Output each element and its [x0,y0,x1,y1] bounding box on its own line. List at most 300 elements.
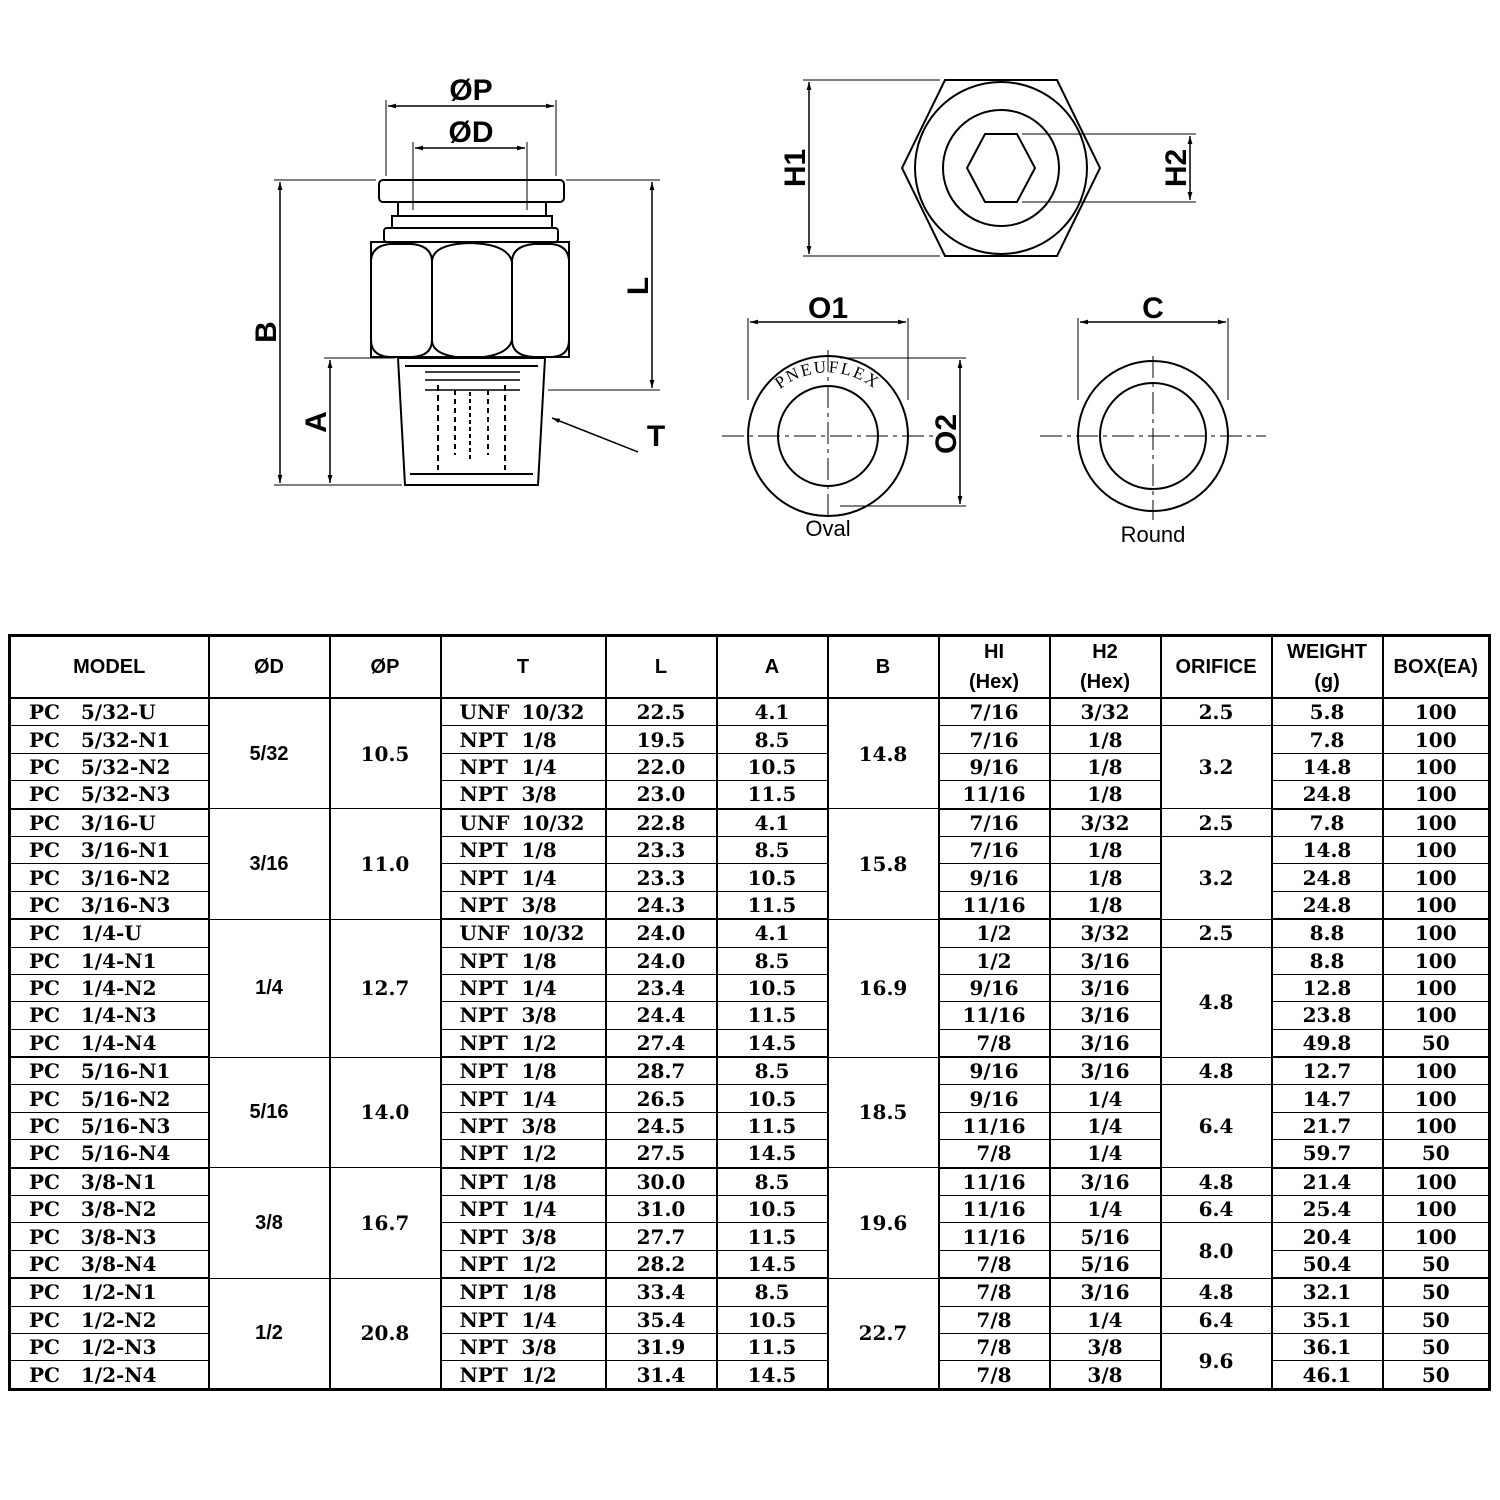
thread-type: NPT [459,727,508,752]
thread-size: 10/32 [521,700,585,725]
weight-value: 35.1 [1302,1307,1352,1332]
cell-weight [1272,1112,1383,1139]
l-value: 23.3 [636,865,686,890]
table-row [10,1168,1490,1196]
cell-weight [1272,809,1383,837]
model-code: 3/16-N3 [80,892,171,917]
weight-value: 12.8 [1302,976,1352,1001]
thread-size: 1/2 [521,1252,557,1276]
header-od: ØD [209,636,330,699]
cell-weight [1272,1140,1383,1168]
cell-l [606,781,717,809]
cell-model [10,1112,209,1139]
table-row [10,1057,1490,1085]
model-prefix: PC [29,1086,60,1111]
cell-b [828,1278,939,1389]
od-value: 3/8 [255,1211,283,1234]
weight-value: 21.7 [1302,1114,1352,1139]
weight-value: 8.8 [1309,948,1345,973]
cell-box [1383,1057,1490,1085]
cell-h1 [939,1333,1050,1360]
cell-weight [1272,1196,1383,1223]
weight-value: 24.8 [1302,865,1352,890]
thread-type: NPT [459,1003,508,1028]
cell-h2 [1050,1029,1161,1057]
od-value: 1/4 [255,977,283,1000]
model-code: 5/16-N2 [80,1086,171,1111]
l-value: 23.0 [636,782,686,807]
label-t: T [646,420,666,453]
thread-type: NPT [459,1252,508,1276]
weight-value: 49.8 [1302,1030,1352,1055]
h2-value: 1/8 [1087,727,1123,752]
cell-a [717,1057,828,1085]
cell-a [717,1196,828,1223]
model-code: 1/4-N3 [80,1003,157,1028]
cell-t [441,1029,606,1057]
box-value: 100 [1414,1059,1457,1084]
cell-model [10,1278,209,1306]
thread-size: 1/8 [521,948,557,973]
cell-a [717,1223,828,1250]
h2-value: 5/16 [1080,1252,1130,1276]
cell-box [1383,836,1490,863]
h1-value: 11/16 [962,1197,1026,1222]
cell-od [209,919,330,1057]
cell-h1 [939,1250,1050,1278]
a-value: 11.5 [747,1224,797,1249]
thread-type: UNF [459,810,510,835]
h1-value: 7/16 [969,727,1019,752]
thread-type: UNF [459,921,510,946]
cell-model [10,1168,209,1196]
box-value: 100 [1414,727,1457,752]
h1-value: 1/2 [976,921,1012,946]
model-code: 5/32-N2 [80,754,171,779]
a-value: 11.5 [747,1335,797,1360]
label-dia-d: ØD [448,116,494,149]
l-value: 35.4 [636,1307,686,1332]
cell-orifice [1161,809,1272,837]
cell-orifice [1161,1196,1272,1223]
header-box: BOX(EA) [1383,636,1490,699]
cell-h1 [939,1223,1050,1250]
cell-box [1383,1140,1490,1168]
h2-value: 1/4 [1087,1197,1123,1222]
od-value: 1/2 [255,1322,283,1345]
cell-h2 [1050,891,1161,919]
h2-value: 3/16 [1080,976,1130,1001]
cell-l [606,1361,717,1389]
cell-box [1383,974,1490,1001]
cell-box [1383,891,1490,919]
thread-size: 1/2 [521,1362,557,1387]
cell-od [209,1168,330,1279]
cell-l [606,1029,717,1057]
model-prefix: PC [29,1280,60,1305]
a-value: 8.5 [754,1059,790,1084]
l-value: 27.5 [636,1141,686,1166]
weight-value: 7.8 [1309,810,1345,835]
weight-value: 12.7 [1302,1059,1352,1084]
cell-h2 [1050,1278,1161,1306]
l-value: 24.3 [636,892,686,917]
cell-h2 [1050,1057,1161,1085]
cell-orifice [1161,836,1272,919]
op-value: 16.7 [360,1210,410,1235]
h2-value: 3/16 [1080,1280,1130,1305]
technical-drawing [0,0,1500,630]
cell-orifice [1161,1223,1272,1278]
thread-type: NPT [459,1141,508,1166]
cell-weight [1272,891,1383,919]
model-code: 1/2-N2 [80,1307,157,1332]
cell-op [330,919,441,1057]
l-value: 31.4 [636,1362,686,1387]
box-value: 100 [1414,1169,1457,1194]
cell-h2 [1050,781,1161,809]
model-prefix: PC [29,1362,60,1387]
cell-h1 [939,1361,1050,1389]
thread-size: 1/2 [521,1141,557,1166]
orifice-value: 4.8 [1198,1169,1234,1194]
thread-type: NPT [459,1114,508,1139]
cell-weight [1272,1002,1383,1029]
cell-h1 [939,1140,1050,1168]
h1-value: 9/16 [969,1059,1019,1084]
model-prefix: PC [29,1003,60,1028]
cell-t [441,1223,606,1250]
orifice-value: 8.0 [1198,1238,1234,1263]
op-value: 10.5 [360,741,410,766]
cell-box [1383,864,1490,891]
header-l: L [606,636,717,699]
cell-box [1383,1278,1490,1306]
hex-body [371,242,569,358]
model-code: 5/16-N1 [80,1059,171,1084]
h1-value: 11/16 [962,892,1026,917]
header-weight: WEIGHT (g) [1272,636,1383,699]
cell-model [10,1140,209,1168]
thread-size: 10/32 [521,810,585,835]
cell-t [441,1140,606,1168]
h1-value: 9/16 [969,1086,1019,1111]
cell-h2 [1050,947,1161,974]
h2-value: 1/8 [1087,754,1123,779]
model-code: 1/2-N4 [80,1362,157,1387]
orifice-value: 4.8 [1198,990,1234,1015]
cell-h2 [1050,1306,1161,1333]
cell-l [606,891,717,919]
h1-value: 7/8 [976,1141,1012,1166]
cell-model [10,947,209,974]
l-value: 24.0 [636,921,686,946]
h2-value: 1/8 [1087,782,1123,807]
cell-t [441,1002,606,1029]
thread-size: 1/8 [521,1059,557,1084]
cell-a [717,1278,828,1306]
a-value: 8.5 [754,1280,790,1305]
table-header [10,636,1490,699]
a-value: 10.5 [747,976,797,1001]
thread-type: NPT [459,1362,508,1387]
h2-value: 1/8 [1087,838,1123,863]
cell-b [828,809,939,920]
orifice-value: 2.5 [1198,700,1234,725]
cell-model [10,891,209,919]
orifice-value: 9.6 [1198,1348,1234,1373]
cell-op [330,809,441,920]
h2-value: 3/32 [1080,810,1130,835]
cell-box [1383,1029,1490,1057]
box-value: 100 [1414,1114,1457,1139]
thread-size: 1/4 [521,1086,557,1111]
thread-type: NPT [459,1307,508,1332]
h2-value: 3/8 [1087,1362,1123,1387]
cell-a [717,1029,828,1057]
a-value: 4.1 [754,810,790,835]
box-value: 50 [1421,1030,1450,1055]
cell-h1 [939,1057,1050,1085]
model-prefix: PC [29,1252,60,1276]
h1-value: 7/8 [976,1307,1012,1332]
op-value: 14.0 [360,1100,410,1125]
cell-l [606,1112,717,1139]
cell-box [1383,781,1490,809]
model-code: 3/16-N2 [80,865,171,890]
h1-value: 7/16 [969,700,1019,725]
thread-size: 1/4 [521,865,557,890]
thread-type: NPT [459,948,508,973]
model-prefix: PC [29,727,60,752]
model-prefix: PC [29,810,60,835]
header-orifice: ORIFICE [1161,636,1272,699]
box-value: 100 [1414,1086,1457,1111]
h2-value: 1/4 [1087,1114,1123,1139]
cell-h2 [1050,1361,1161,1389]
cell-a [717,1168,828,1196]
model-prefix: PC [29,1224,60,1249]
cell-h2 [1050,1168,1161,1196]
caption-oval: Oval [805,516,851,541]
cell-t [441,974,606,1001]
thread-size: 3/8 [521,782,557,807]
cell-h2 [1050,974,1161,1001]
model-prefix: PC [29,1197,60,1222]
h2-value: 3/16 [1080,1030,1130,1055]
h1-value: 9/16 [969,754,1019,779]
cell-od [209,1278,330,1389]
a-value: 8.5 [754,838,790,863]
l-value: 24.0 [636,948,686,973]
cell-box [1383,1250,1490,1278]
caption-round: Round [1120,522,1186,547]
thread-size: 1/4 [521,754,557,779]
cell-a [717,1361,828,1389]
b-value: 18.5 [858,1100,908,1125]
l-value: 26.5 [636,1086,686,1111]
cell-t [441,1085,606,1112]
cell-t [441,947,606,974]
model-prefix: PC [29,976,60,1001]
l-value: 22.0 [636,754,686,779]
a-value: 10.5 [747,1086,797,1111]
cell-a [717,836,828,863]
cell-h1 [939,1278,1050,1306]
h2-value: 1/8 [1087,892,1123,917]
l-value: 22.5 [636,700,686,725]
cell-h1 [939,1306,1050,1333]
od-value: 5/16 [249,1101,289,1124]
thread-type: NPT [459,865,508,890]
a-value: 11.5 [747,892,797,917]
cell-orifice [1161,1333,1272,1389]
cell-l [606,1057,717,1085]
cell-h1 [939,726,1050,753]
cell-l [606,1085,717,1112]
table-row [10,1278,1490,1306]
l-value: 24.4 [636,1003,686,1028]
box-value: 100 [1414,810,1457,835]
cell-box [1383,809,1490,837]
model-prefix: PC [29,1114,60,1139]
orifice-value: 6.4 [1198,1307,1234,1332]
thread-type: NPT [459,782,508,807]
hex-view [803,80,1196,256]
l-value: 33.4 [636,1280,686,1305]
orifice-value: 3.2 [1198,865,1234,890]
cell-orifice [1161,1168,1272,1196]
weight-value: 32.1 [1302,1280,1352,1305]
cell-a [717,809,828,837]
cell-model [10,753,209,780]
cell-l [606,947,717,974]
cell-weight [1272,1250,1383,1278]
oval-view-labels [771,292,963,541]
table-row [10,919,1490,947]
cell-box [1383,1196,1490,1223]
label-h1: H1 [779,148,812,188]
cell-box [1383,1168,1490,1196]
h2-value: 3/16 [1080,948,1130,973]
cell-h1 [939,919,1050,947]
b-value: 14.8 [858,741,908,766]
model-code: 3/8-N3 [80,1224,157,1249]
cell-t [441,726,606,753]
cell-h2 [1050,1085,1161,1112]
op-value: 11.0 [360,851,410,876]
label-o1: O1 [807,292,849,325]
cell-weight [1272,1223,1383,1250]
cell-h2 [1050,753,1161,780]
box-value: 50 [1421,1141,1450,1166]
cell-model [10,1223,209,1250]
l-value: 28.2 [636,1252,686,1276]
model-prefix: PC [29,948,60,973]
model-prefix: PC [29,921,60,946]
cell-weight [1272,947,1383,974]
h2-value: 1/4 [1087,1141,1123,1166]
cell-a [717,864,828,891]
h1-value: 11/16 [962,1169,1026,1194]
header-b: B [828,636,939,699]
box-value: 100 [1414,782,1457,807]
h1-value: 7/16 [969,810,1019,835]
cell-t [441,1250,606,1278]
cell-h1 [939,1085,1050,1112]
model-code: 1/2-N3 [80,1335,157,1360]
cell-weight [1272,1085,1383,1112]
h2-value: 3/8 [1087,1335,1123,1360]
cell-a [717,947,828,974]
cell-orifice [1161,1306,1272,1333]
cell-model [10,1361,209,1389]
cell-t [441,864,606,891]
cell-model [10,974,209,1001]
cell-h2 [1050,1196,1161,1223]
label-b: B [250,321,283,343]
thread-type: NPT [459,838,508,863]
cell-box [1383,1112,1490,1139]
cell-weight [1272,753,1383,780]
l-value: 31.0 [636,1197,686,1222]
cell-l [606,698,717,726]
model-prefix: PC [29,1030,60,1055]
weight-value: 8.8 [1309,921,1345,946]
cell-l [606,1223,717,1250]
l-value: 22.8 [636,810,686,835]
cell-l [606,1250,717,1278]
model-code: 5/16-N4 [80,1141,171,1166]
cell-h1 [939,753,1050,780]
box-value: 100 [1414,976,1457,1001]
h2-value: 3/16 [1080,1169,1130,1194]
cell-a [717,1085,828,1112]
b-value: 22.7 [858,1321,908,1346]
cell-orifice [1161,1278,1272,1306]
cell-h1 [939,698,1050,726]
cell-l [606,1278,717,1306]
h1-value: 7/8 [976,1280,1012,1305]
weight-value: 7.8 [1309,727,1345,752]
cell-t [441,1278,606,1306]
cell-orifice [1161,919,1272,947]
cell-model [10,781,209,809]
a-value: 14.5 [747,1362,797,1387]
box-value: 100 [1414,921,1457,946]
box-value: 100 [1414,892,1457,917]
cell-op [330,1278,441,1389]
cell-box [1383,698,1490,726]
thread-type: NPT [459,1169,508,1194]
model-prefix: PC [29,782,60,807]
orifice-value: 4.8 [1198,1280,1234,1305]
cell-model [10,698,209,726]
thread-type: NPT [459,892,508,917]
cell-op [330,698,441,809]
model-code: 1/4-N1 [80,948,157,973]
h2-value: 1/4 [1087,1086,1123,1111]
cell-model [10,1250,209,1278]
a-value: 4.1 [754,700,790,725]
thread-size: 1/8 [521,1280,557,1305]
cell-weight [1272,919,1383,947]
cell-h2 [1050,836,1161,863]
a-value: 8.5 [754,1169,790,1194]
model-prefix: PC [29,865,60,890]
cell-model [10,919,209,947]
model-code: 3/8-N1 [80,1169,157,1194]
